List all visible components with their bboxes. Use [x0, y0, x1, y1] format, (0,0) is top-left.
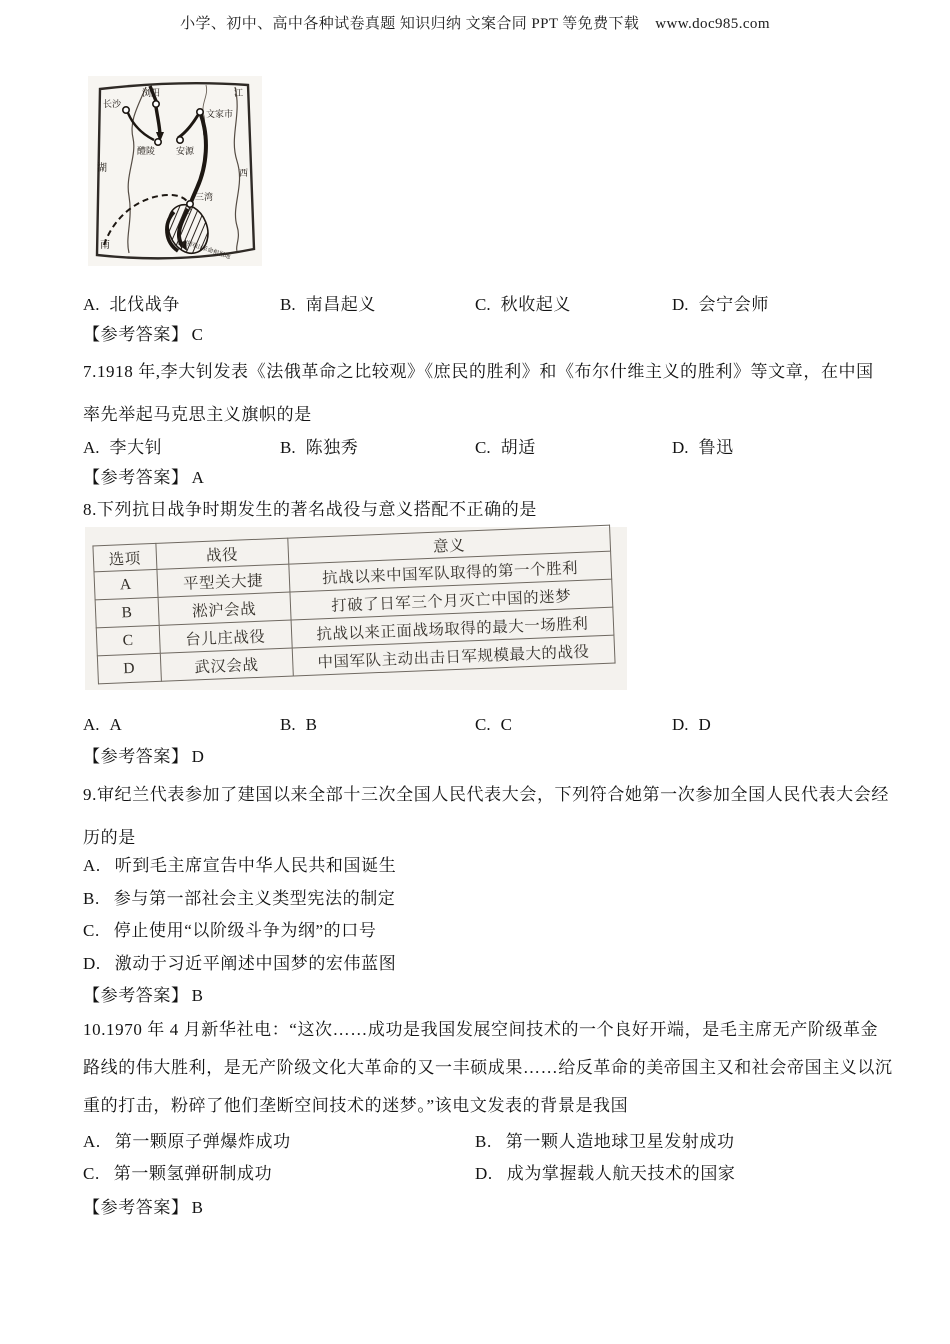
q6-option-b-key: B.	[280, 295, 296, 314]
q9-option-b-text: 参与第一部社会主义类型宪法的制定	[113, 889, 396, 908]
map-label-sanwan: 三湾	[195, 192, 214, 202]
q9-option-d-text: 激动于习近平阐述中国梦的宏伟蓝图	[114, 954, 397, 973]
table-cell: 淞沪会战	[158, 592, 291, 625]
q9-stem-line1: 9.审纪兰代表参加了建国以来全部十三次全国人民代表大会，下列符合她第一次参加全国人民代表大会经	[83, 785, 889, 804]
table-header-battle: 战役	[155, 538, 288, 569]
q9-option-d	[83, 952, 396, 976]
q7-option-c-key: C.	[475, 438, 491, 457]
q6-option-b-text: 南昌起义	[305, 295, 376, 314]
q9-stem-line2: 历的是	[83, 828, 136, 847]
q10-option-a-text: 第一颗原子弹爆炸成功	[114, 1132, 291, 1151]
q8-option-b-key: B.	[280, 715, 296, 734]
q6-option-d-text: 会宁会师	[698, 295, 769, 314]
table-cell: 台儿庄战役	[159, 620, 292, 653]
map-label-xi: 西	[239, 168, 249, 178]
q6-option-b	[280, 293, 376, 317]
q8-option-a	[83, 713, 122, 737]
site-url: www.doc985.com	[655, 16, 770, 32]
q8-option-d-text: D	[698, 715, 712, 734]
q10-option-c	[83, 1162, 272, 1186]
map-label-anyuan: 安源	[176, 146, 195, 156]
q8-option-c	[475, 713, 513, 737]
table-cell: 抗战以来中国军队取得的第一个胜利	[288, 551, 611, 592]
map-label-changsha: 长沙	[103, 99, 122, 109]
q8-option-c-key: C.	[475, 715, 491, 734]
q8-table-photo	[85, 527, 627, 690]
q10-option-b-key: B.	[475, 1132, 492, 1151]
q8-option-c-text: C	[500, 715, 513, 734]
table-cell: 平型关大捷	[157, 564, 290, 597]
q8-option-b-text: B	[305, 715, 318, 734]
q7-stem-line2: 率先举起马克思主义旗帜的是	[83, 405, 312, 424]
q9-option-a-key: A.	[83, 856, 101, 875]
q6-answer-prefix: 【参考答案】	[83, 325, 189, 344]
map-figure	[88, 76, 262, 266]
q8-answer-letter: D	[191, 747, 204, 766]
q7-option-a-text: 李大钊	[109, 438, 163, 457]
table-cell: 中国军队主动出击日军规模最大的战役	[292, 635, 615, 676]
q10-stem-line1: 10.1970 年 4 月新华社电：“这次……成功是我国发展空间技术的一个良好开端，是毛主席无产阶级革金	[83, 1020, 879, 1039]
q9-option-c	[83, 919, 377, 943]
town-dot-liuyang	[153, 101, 159, 107]
q9-option-c-text: 停止使用“以阶级斗争为纲”的口号	[113, 921, 377, 940]
map-label-nan: 南	[100, 240, 110, 251]
map-label-jiang: 江	[234, 88, 244, 98]
q10-option-d-text: 成为掌握载人航天技术的国家	[506, 1164, 736, 1183]
q8-answer-prefix: 【参考答案】	[83, 747, 189, 766]
table-cell: 打破了日军三个月灭亡中国的迷梦	[290, 579, 613, 620]
q7-option-a-key: A.	[83, 438, 100, 457]
town-dot-changsha	[123, 107, 129, 113]
q8-option-a-key: A.	[83, 715, 100, 734]
q6-option-d	[672, 293, 769, 317]
town-dot-wenjiashi	[197, 109, 203, 115]
q9-answer-letter: B	[191, 986, 203, 1005]
map-label-liuyang: 浏阳	[142, 88, 161, 98]
q6-answer-letter: C	[191, 325, 203, 344]
q7-answer	[83, 466, 204, 490]
q10-option-d	[475, 1162, 736, 1186]
table-cell: 抗战以来正面战场取得的最大一场胜利	[291, 607, 614, 648]
q9-option-a	[83, 854, 396, 878]
q8-answer	[83, 745, 204, 769]
table-header-meaning: 意义	[287, 525, 610, 564]
q8-table	[92, 525, 615, 685]
q6-option-c-text: 秋收起义	[500, 295, 571, 314]
town-dot-sanwan	[187, 201, 193, 207]
q8-option-d-key: D.	[672, 715, 689, 734]
q7-option-b	[280, 436, 358, 460]
table-cell: A	[94, 569, 158, 599]
town-dot-anyuan	[177, 137, 183, 143]
map-label-hu: 湖	[97, 163, 107, 174]
q7-option-c-text: 胡适	[500, 438, 536, 457]
q9-answer	[83, 984, 203, 1008]
q10-option-c-key: C.	[83, 1164, 100, 1183]
q9-option-b-key: B.	[83, 889, 100, 908]
q8-stem: 8.下列抗日战争时期发生的著名战役与意义搭配不正确的是	[83, 500, 537, 519]
map-label-liling: 醴陵	[137, 146, 156, 156]
q7-option-b-key: B.	[280, 438, 296, 457]
q9-option-b	[83, 887, 395, 911]
q7-option-a	[83, 436, 162, 460]
map-svg	[88, 76, 262, 266]
table-cell: 武汉会战	[160, 648, 293, 681]
q10-option-a-key: A.	[83, 1132, 101, 1151]
q10-option-c-text: 第一颗氢弹研制成功	[113, 1164, 273, 1183]
site-header	[0, 12, 950, 33]
map-label-wenjiashi: 文家市	[206, 109, 234, 119]
q6-option-a-key: A.	[83, 295, 100, 314]
q10-answer-prefix: 【参考答案】	[83, 1198, 189, 1217]
q8-option-a-text: A	[109, 715, 123, 734]
q7-option-b-text: 陈独秀	[305, 438, 359, 457]
table-cell: C	[96, 625, 160, 655]
q7-answer-prefix: 【参考答案】	[83, 468, 189, 487]
map-label-base-area: 井冈山革命根据地	[183, 240, 231, 261]
q10-stem-line2: 路线的伟大胜利，是无产阶级文化大革命的又一丰硕成果……给反革命的美帝国主又和社会帝国主义以沉	[83, 1058, 893, 1077]
table-header-option: 选项	[93, 543, 157, 571]
q7-answer-letter: A	[191, 468, 204, 487]
q9-option-d-key: D.	[83, 954, 101, 973]
q10-answer	[83, 1196, 203, 1220]
q6-option-a-text: 北伐战争	[109, 295, 180, 314]
town-dot-liling	[155, 139, 161, 145]
q10-stem-line3: 重的打击，粉碎了他们垄断空间技术的迷梦。”该电文发表的背景是我国	[83, 1096, 629, 1115]
q10-answer-letter: B	[191, 1198, 203, 1217]
header-text: 小学、初中、高中各种试卷真题 知识归纳 文案合同 PPT 等免费下载	[180, 16, 640, 32]
q7-option-c	[475, 436, 536, 460]
q10-option-d-key: D.	[475, 1164, 493, 1183]
q8-option-d	[672, 713, 711, 737]
q9-option-a-text: 听到毛主席宣告中华人民共和国诞生	[114, 856, 397, 875]
q6-option-c-key: C.	[475, 295, 491, 314]
q10-option-b	[475, 1130, 735, 1154]
q9-option-c-key: C.	[83, 921, 100, 940]
q8-option-b	[280, 713, 318, 737]
q6-option-d-key: D.	[672, 295, 689, 314]
table-cell: D	[97, 653, 161, 683]
q6-option-a	[83, 293, 180, 317]
q6-option-c	[475, 293, 571, 317]
q6-answer	[83, 323, 203, 347]
q7-option-d-key: D.	[672, 438, 689, 457]
q10-option-a	[83, 1130, 291, 1154]
q10-option-b-text: 第一颗人造地球卫星发射成功	[505, 1132, 735, 1151]
table-cell: B	[95, 597, 159, 627]
q7-option-d	[672, 436, 734, 460]
q9-answer-prefix: 【参考答案】	[83, 986, 189, 1005]
q7-option-d-text: 鲁迅	[698, 438, 734, 457]
q7-stem-line1: 7.1918 年,李大钊发表《法俄革命之比较观》《庶民的胜利》和《布尔什维主义的胜利》等文章，在中国	[83, 362, 874, 381]
